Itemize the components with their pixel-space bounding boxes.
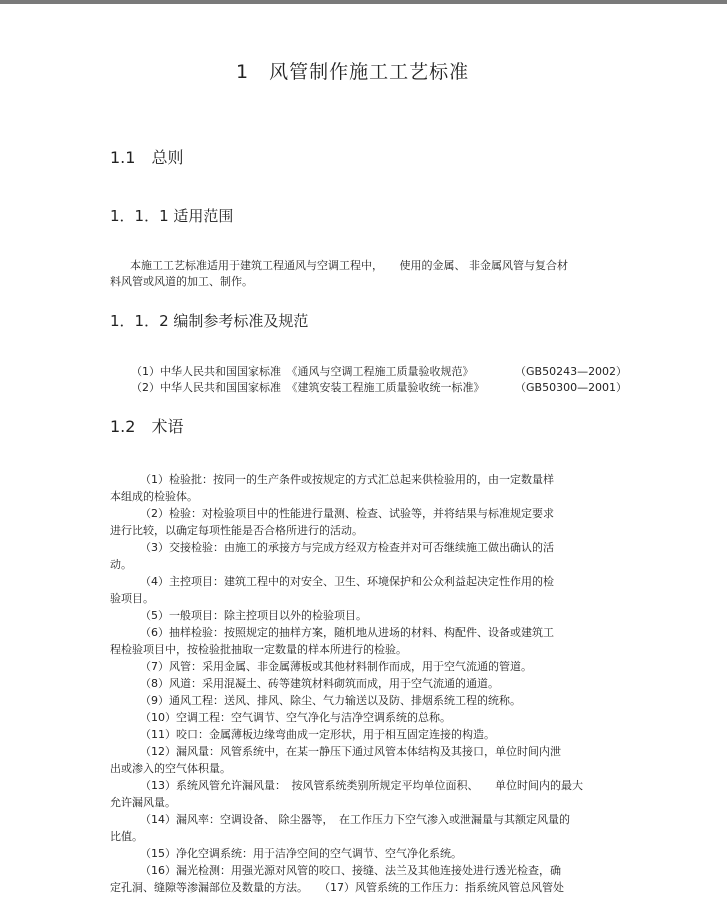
term-line: 进行比较，以确定每项性能是否合格所进行的活动。 [110, 524, 363, 537]
term-line: （15）净化空调系统：用于洁净空间的空气调节、空气净化系统。 [140, 847, 462, 860]
term-line: 出或渗入的空气体积量。 [110, 762, 231, 775]
term-line: （1）检验批：按同一的生产条件或按规定的方式汇总起来供检验用的，由一定数量样 [140, 473, 554, 486]
term-line: （10）空调工程：空气调节、空气净化与洁净空调系统的总称。 [140, 711, 451, 724]
reference-text: （1）中华人民共和国国家标准 《通风与空调工程施工质量验收规范》 [131, 365, 474, 378]
section-heading-scope: 1．1．1 适用范围 [110, 207, 234, 225]
scope-paragraph-line-1: 本施工工艺标准适用于建筑工程通风与空调工程中， 使用的金属、 非金属风管与复合材 [130, 259, 568, 272]
reference-code: （GB50300—2001） [515, 381, 628, 394]
term-line: 本组成的检验体。 [110, 490, 198, 503]
term-line: 定孔洞、缝隙等渗漏部位及数量的方法。 （17）风管系统的工作压力：指系统风管总风管处 [110, 881, 564, 894]
document-title: 1 风管制作施工工艺标准 [236, 61, 470, 83]
term-line: （3）交接检验：由施工的承接方与完成方经双方检查并对可否继续施工做出确认的活 [140, 541, 554, 554]
term-line: 比值。 [110, 830, 143, 843]
term-line: 允许漏风量。 [110, 796, 176, 809]
section-heading-references: 1．1．2 编制参考标准及规范 [110, 312, 309, 330]
reference-code: （GB50243—2002） [515, 365, 628, 378]
term-line: （16）漏光检测：用强光源对风管的咬口、接缝、法兰及其他连接处进行透光检查，确 [140, 864, 561, 877]
term-line: 程检验项目中，按检验批抽取一定数量的样本所进行的检验。 [110, 643, 407, 656]
term-line: 验项目。 [110, 592, 154, 605]
section-heading-terms: 1.2 术语 [110, 417, 184, 436]
term-line: （7）风管：采用金属、非金属薄板或其他材料制作而成，用于空气流通的管道。 [140, 660, 532, 673]
term-line: （4）主控项目：建筑工程中的对安全、卫生、环境保护和公众利益起决定性作用的检 [140, 575, 554, 588]
reference-item-2 [131, 379, 628, 395]
term-line: （6）抽样检验：按照规定的抽样方案，随机地从进场的材料、构配件、设备或建筑工 [140, 626, 554, 639]
term-line: （2）检验：对检验项目中的性能进行量测、检查、试验等，并将结果与标准规定要求 [140, 507, 554, 520]
term-line: （8）风道：采用混凝土、砖等建筑材料砌筑而成，用于空气流通的通道。 [140, 677, 499, 690]
scope-paragraph-line-2: 料风管或风道的加工、制作。 [110, 275, 253, 288]
reference-text: （2）中华人民共和国国家标准 《建筑安装工程施工质量验收统一标准》 [131, 381, 485, 394]
term-line: （11）咬口：金属薄板边缘弯曲成一定形状，用于相互固定连接的构造。 [140, 728, 495, 741]
term-line: （14）漏风率：空调设备、 除尘器等， 在工作压力下空气渗入或泄漏量与其额定风量的 [140, 813, 570, 826]
page-top-border [0, 0, 727, 4]
section-heading-general: 1.1 总则 [110, 148, 184, 167]
term-line: （9）通风工程：送风、排风、除尘、气力输送以及防、排烟系统工程的统称。 [140, 694, 521, 707]
reference-item-1 [131, 363, 628, 379]
term-line: （12）漏风量：风管系统中，在某一静压下通过风管本体结构及其接口，单位时间内泄 [140, 745, 561, 758]
term-line: （13）系统风管允许漏风量： 按风管系统类别所规定平均单位面积、 单位时间内的最大 [140, 779, 583, 792]
term-line: 动。 [110, 558, 132, 571]
term-line: （5）一般项目：除主控项目以外的检验项目。 [140, 609, 367, 622]
